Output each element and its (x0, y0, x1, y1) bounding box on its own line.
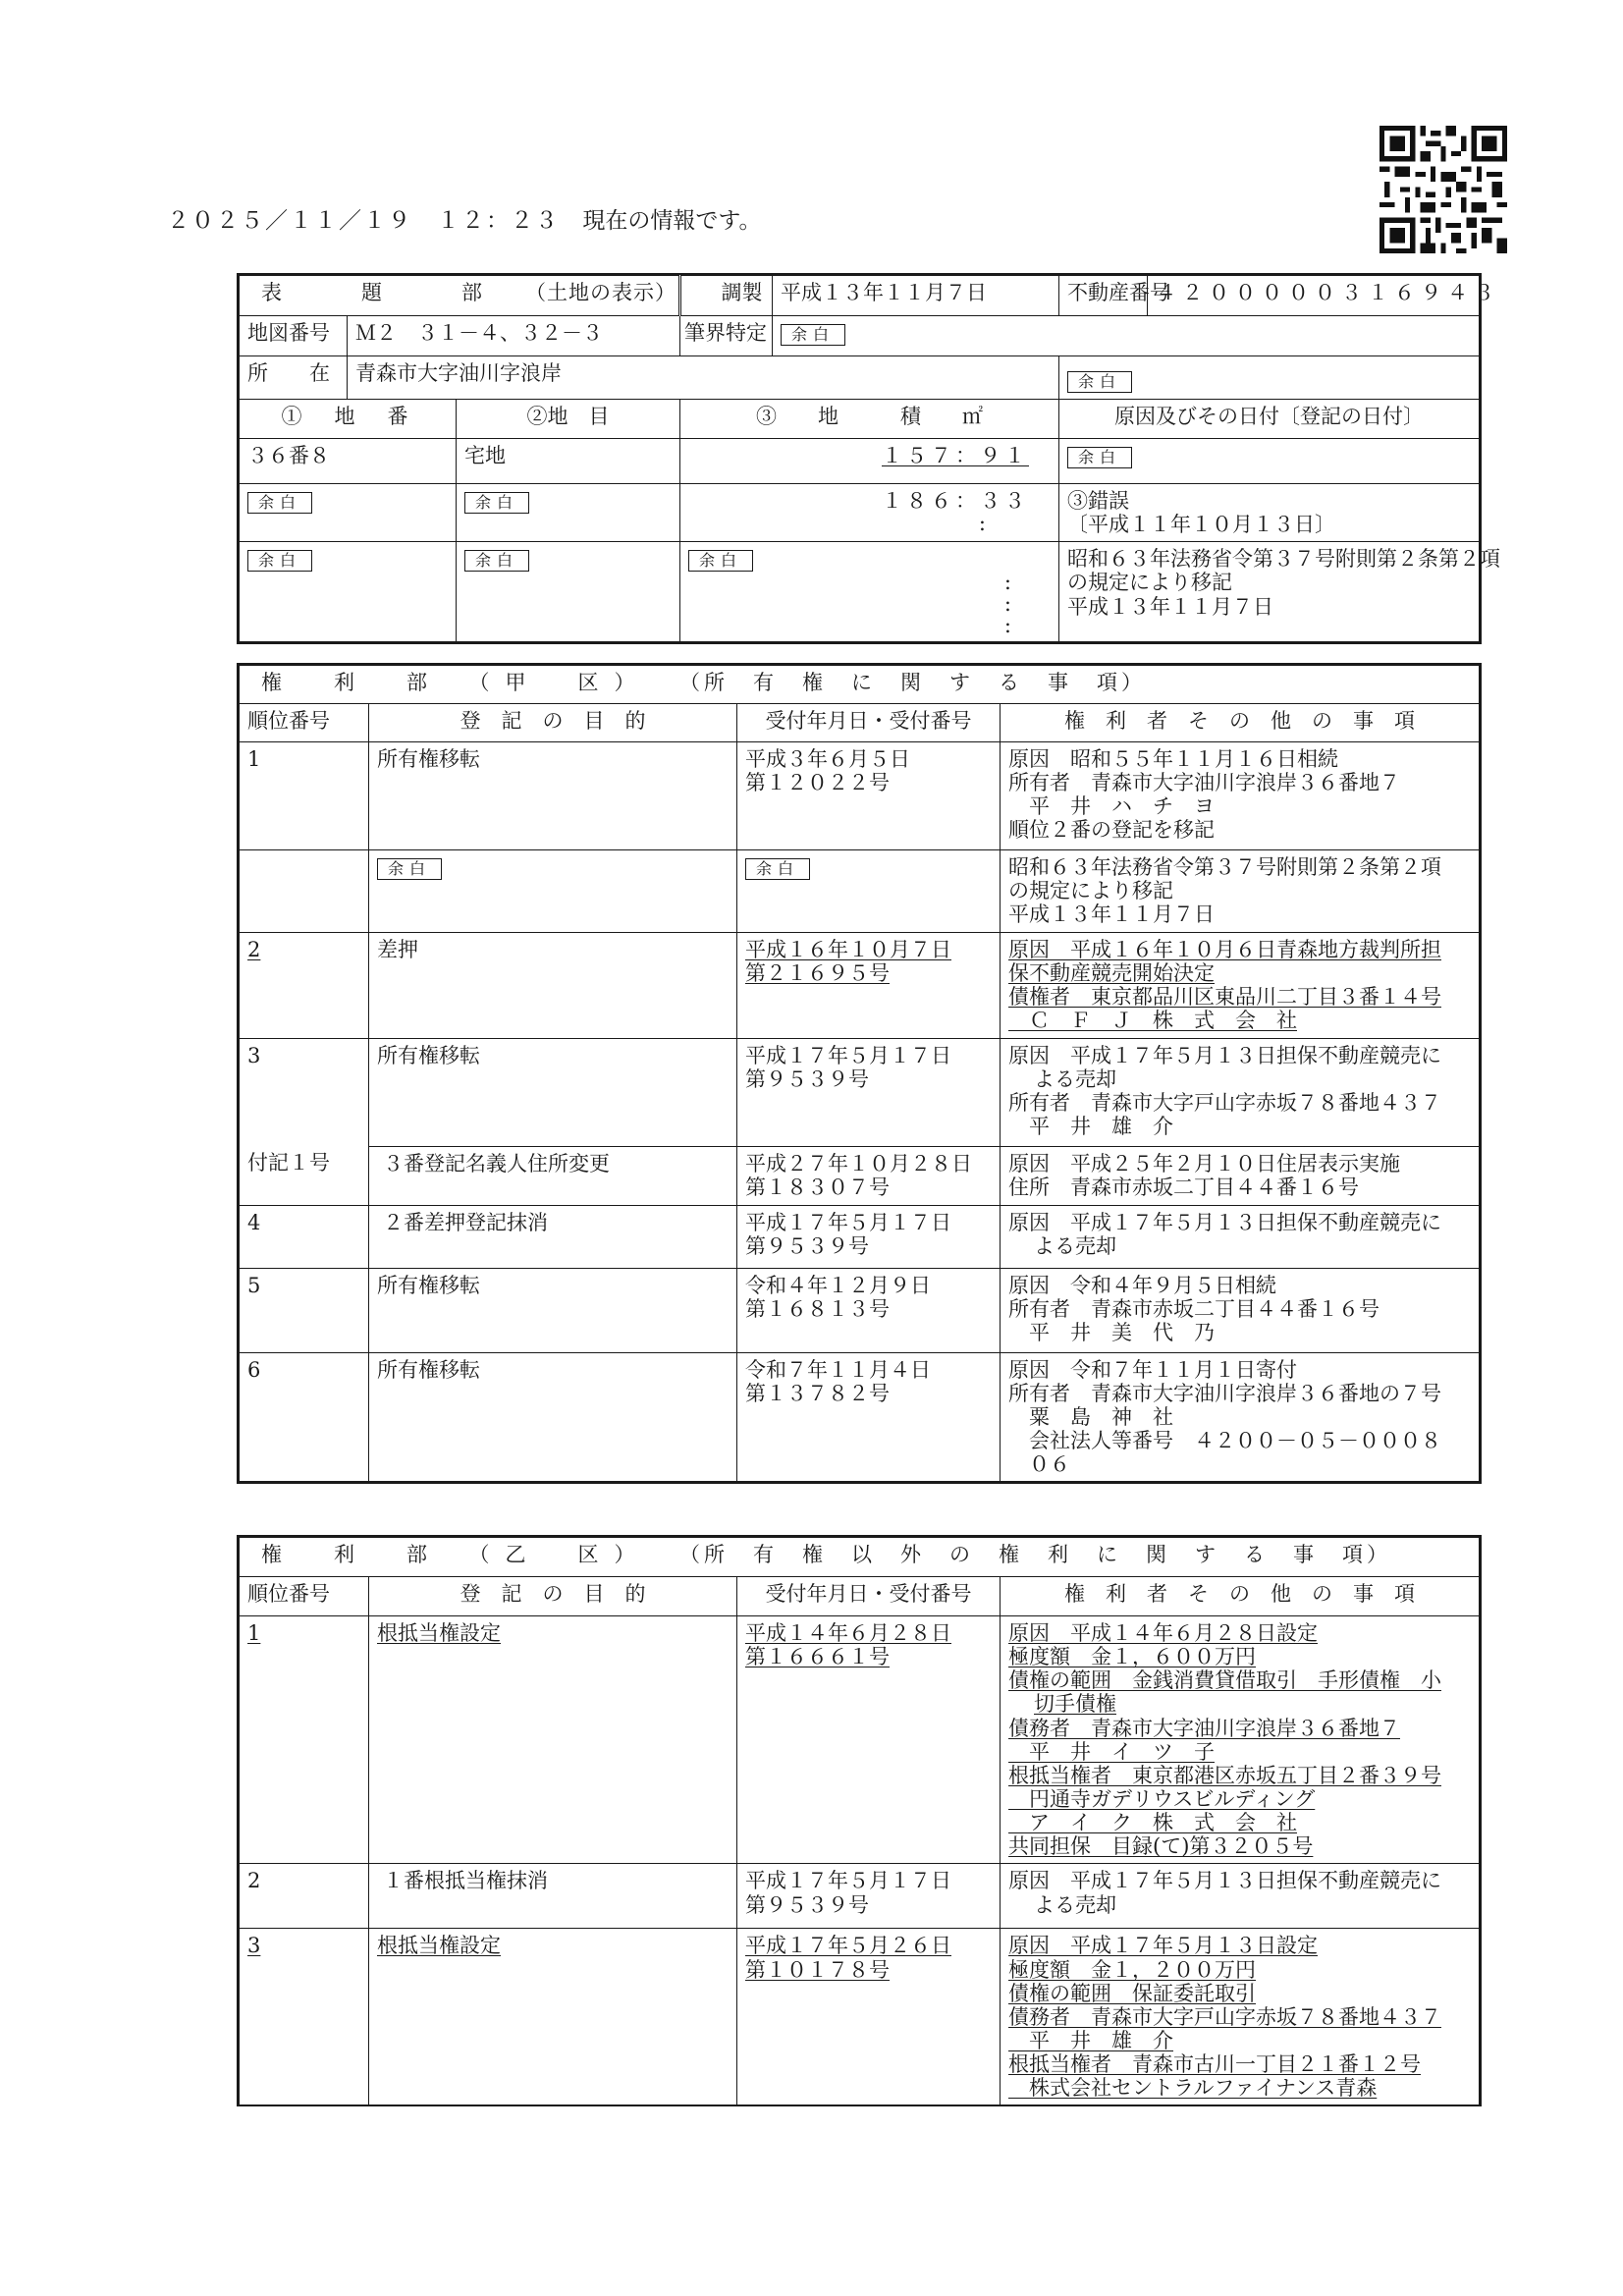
jun-value: 2 (240, 933, 369, 1039)
hikkai-label: 筆界特定 (680, 316, 773, 356)
uketsuke-value: 平成１７年５月１７日 第９５３９号 (737, 1038, 1001, 1146)
yohaku-stamp: 余白 (781, 324, 845, 346)
chiban-value (240, 542, 457, 642)
uketsuke-value: 平成１７年５月２６日 第１０１７８号 (737, 1929, 1001, 2105)
current-info-label: 現在の情報です。 (582, 208, 762, 234)
mokuteki-value: 根抵当権設定 (369, 1616, 737, 1864)
col-mokuteki: 登 記 の 目 的 (369, 1577, 737, 1616)
kenri-value: 昭和６３年法務省令第３７号附則第２条第２項 の規定により移記 平成１３年１１月７日 (1001, 850, 1480, 933)
uketsuke-value: 平成１４年６月２８日 第１６６６１号 (737, 1616, 1001, 1864)
kenri-value: 原因 平成１４年６月２８日設定 極度額 金１，６００万円 債権の範囲 金銭消費貸借取引 手形債権 小 切手債権 債務者 青森市大字油川字浪岸３６番地７ 平 井 イ ツ 子 根抵当権者 東京都港区赤坂五丁目２番３９号 円通寺ガデリウスビルディング ア イ ク 株 式 会 社 共同担保 目録(て)第３２０５号 (1001, 1616, 1480, 1864)
hikkai-value (773, 316, 1480, 356)
col-chiban: ① 地 番 (240, 400, 457, 439)
kenri-value: 原因 令和４年９月５日相続 所有者 青森市赤坂二丁目４４番１６号 平 井 美 代 乃 (1001, 1268, 1480, 1352)
yohaku-stamp: 余白 (247, 492, 312, 514)
jun-value: 5 (240, 1268, 369, 1352)
yohaku-stamp: 余白 (688, 550, 753, 572)
cause-value (1059, 439, 1480, 484)
hyodai-table (239, 275, 1500, 642)
mokuteki-value: 所有権移転 (369, 1268, 737, 1352)
shozai-label: 所 在 (240, 356, 348, 400)
fudosan-label: 不動産番号 (1059, 276, 1148, 316)
shozai-value: 青森市大字油川字浪岸 (348, 356, 1059, 400)
cause-value: ③錯誤 〔平成１１年１０月１３日〕 (1059, 484, 1480, 542)
chimoku-value (457, 484, 680, 542)
qr-code-icon (1380, 126, 1507, 253)
uketsuke-value: 令和７年１１月４日 第１３７８２号 (737, 1352, 1001, 1482)
mokuteki-value: ２番差押登記抹消 (369, 1205, 737, 1268)
uketsuke-value (737, 850, 1001, 933)
table-row (240, 1616, 1480, 1864)
yohaku-stamp: 余白 (377, 858, 442, 880)
timestamp: ２０２５／１１／１９ １２：２３ (167, 208, 560, 234)
mokuteki-value: 所有権移転 (369, 742, 737, 850)
chosei-date: 平成１３年１１月７日 (773, 276, 1030, 316)
jun-value (240, 850, 369, 933)
mokuteki-value: 差押 (369, 933, 737, 1039)
header-line (167, 208, 761, 234)
table-row (240, 1929, 1480, 2105)
yohaku-stamp: 余白 (1067, 371, 1132, 393)
table-row (240, 850, 1480, 933)
chiseki-value: 余白 : : : (680, 542, 1059, 642)
col-kenri: 権 利 者 そ の 他 の 事 項 (1001, 704, 1480, 742)
kou-table (239, 665, 1480, 1482)
mokuteki-value: 根抵当権設定 (369, 1929, 737, 2105)
col-jun: 順位番号 (240, 1577, 369, 1616)
uketsuke-value: 令和４年１２月９日 第１６８１３号 (737, 1268, 1001, 1352)
mokuteki-value: 所有権移転 (369, 1352, 737, 1482)
jun-value: 2 (240, 1864, 369, 1929)
chizu-value: Ｍ２ ３１－４、３２－３ (348, 316, 680, 356)
kenri-value: 原因 平成１７年５月１３日担保不動産競売に よる売却 所有者 青森市大字戸山字赤坂７８番地４３７ 平 井 雄 介 (1001, 1038, 1480, 1146)
table-row (240, 933, 1480, 1039)
col-chiseki: ③ 地 積 ㎡ (680, 400, 1059, 439)
col-uketsuke: 受付年月日・受付番号 (737, 1577, 1001, 1616)
col-jun: 順位番号 (240, 704, 369, 742)
table-row (240, 1268, 1480, 1352)
jun-value: 1 (240, 1616, 369, 1864)
mokuteki-value: １番根抵当権抹消 (369, 1864, 737, 1929)
jun-value: 4 (240, 1205, 369, 1268)
jun-value: 付記１号 (240, 1146, 369, 1205)
table-row (240, 1864, 1480, 1929)
kenri-value: 原因 平成２５年２月１０日住居表示実施 住所 青森市赤坂二丁目４４番１６号 (1001, 1146, 1480, 1205)
yohaku-stamp: 余白 (247, 550, 312, 572)
otsu-table (239, 1537, 1480, 2105)
otsu-title: 権 利 部 （乙 区） （所 有 権 以 外 の 権 利 に 関 す る 事 項） (240, 1538, 1480, 1577)
chosei-label: 調製 (714, 276, 773, 316)
mokuteki-value: 所有権移転 (369, 1038, 737, 1146)
chiseki-value: １５７：９１ (680, 439, 1059, 484)
yohaku-stamp: 余白 (464, 550, 529, 572)
chimoku-value (457, 542, 680, 642)
kou-title: 権 利 部 （甲 区） （所 有 権 に 関 す る 事 項） (240, 666, 1480, 704)
jun-value: 6 (240, 1352, 369, 1482)
col-cause: 原因及びその日付〔登記の日付〕 (1059, 400, 1480, 439)
jun-value: 3 (240, 1038, 369, 1146)
mokuteki-value (369, 850, 737, 933)
kenri-value: 原因 昭和５５年１１月１６日相続 所有者 青森市大字油川字浪岸３６番地７ 平 井 ハ チ ヨ 順位２番の登記を移記 (1001, 742, 1480, 850)
kenri-value: 原因 平成１７年５月１３日担保不動産競売に よる売却 (1001, 1864, 1480, 1929)
mokuteki-value: ３番登記名義人住所変更 (369, 1146, 737, 1205)
yohaku-stamp: 余白 (464, 492, 529, 514)
hyodai-title: 表 題 部 （土地の表示） (240, 276, 680, 316)
fudosan-number: ４２０００００３１６９４３ (1148, 276, 1480, 316)
table-row (240, 1352, 1480, 1482)
table-row (240, 1205, 1480, 1268)
kenri-value: 原因 平成１６年１０月６日青森地方裁判所担 保不動産競売開始決定 債権者 東京都品川区東品川二丁目３番１４号 Ｃ Ｆ Ｊ 株 式 会 社 (1001, 933, 1480, 1039)
kenri-value: 原因 令和７年１１月１日寄付 所有者 青森市大字油川字浪岸３６番地の７号 粟 島 神 社 会社法人等番号 ４２００－０５－０００８ ０６ (1001, 1352, 1480, 1482)
uketsuke-value: 平成３年６月５日 第１２０２２号 (737, 742, 1001, 850)
uketsuke-value: 平成１７年５月１７日 第９５３９号 (737, 1864, 1001, 1929)
chiban-value: ３６番８ (240, 439, 457, 484)
uketsuke-value: 平成１７年５月１７日 第９５３９号 (737, 1205, 1001, 1268)
cause-value: 昭和６３年法務省令第３７号附則第２条第２項 の規定により移記 平成１３年１１月７日 (1059, 542, 1480, 642)
kenri-value: 原因 平成１７年５月１３日担保不動産競売に よる売却 (1001, 1205, 1480, 1268)
chizu-label: 地図番号 (240, 316, 348, 356)
kenri-value: 原因 平成１７年５月１３日設定 極度額 金１，２００万円 債権の範囲 保証委託取引 債務者 青森市大字戸山字赤坂７８番地４３７ 平 井 雄 介 根抵当権者 青森市古川一丁目２１番１２号 株式会社セントラルファイナンス青森 (1001, 1929, 1480, 2105)
chiban-value (240, 484, 457, 542)
jun-value: 3 (240, 1929, 369, 2105)
chiseki-value: １８６：３３ : (680, 484, 1059, 542)
table-row (240, 1146, 1480, 1205)
table-row (240, 742, 1480, 850)
col-uketsuke: 受付年月日・受付番号 (737, 704, 1001, 742)
col-chimoku: ②地 目 (457, 400, 680, 439)
yohaku-stamp: 余白 (745, 858, 810, 880)
yohaku-stamp: 余白 (1067, 447, 1132, 468)
col-mokuteki: 登 記 の 目 的 (369, 704, 737, 742)
chimoku-value: 宅地 (457, 439, 680, 484)
table-row (240, 1038, 1480, 1146)
col-kenri: 権 利 者 そ の 他 の 事 項 (1001, 1577, 1480, 1616)
jun-value: 1 (240, 742, 369, 850)
uketsuke-value: 平成１６年１０月７日 第２１６９５号 (737, 933, 1001, 1039)
shozai-cause (1059, 356, 1480, 400)
uketsuke-value: 平成２７年１０月２８日 第１８３０７号 (737, 1146, 1001, 1205)
